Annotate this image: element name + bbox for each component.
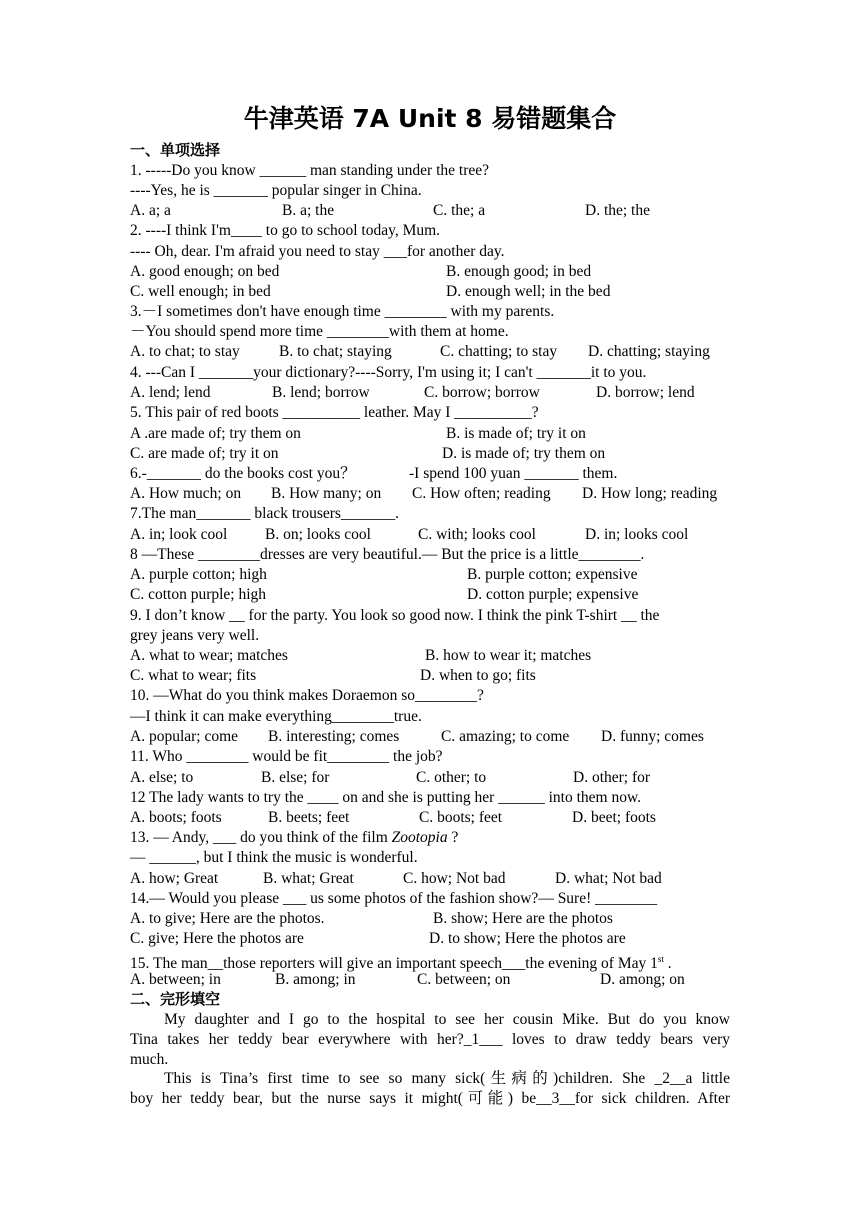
option-b: B. what; Great xyxy=(263,870,354,887)
option-c: C. amazing; to come xyxy=(441,728,570,745)
option-b: B. a; the xyxy=(282,202,335,219)
question-7-options xyxy=(130,525,730,545)
question-12-line-1: 12 The lady wants to try the ____ on and she is putting her ______ into them now. xyxy=(130,789,642,806)
question-6-part-1: 6.-_______ do the books cost you？ xyxy=(130,465,356,482)
option-c: C. the; a xyxy=(433,202,486,219)
option-a: A. how; Great xyxy=(130,870,219,887)
option-c: C. boots; feet xyxy=(419,809,503,826)
film-title: Zootopia xyxy=(391,829,448,846)
paragraph-1-line-2: Tina takes her teddy bear everywhere with her?_1___ loves to draw teddy bears very xyxy=(130,1031,730,1048)
question-8-options-row-1 xyxy=(130,565,730,585)
question-2-line-2: ---- Oh, dear. I'm afraid you need to stay ___for another day. xyxy=(130,243,505,260)
option-c: C. what to wear; fits xyxy=(130,667,257,684)
section-heading-cloze: 二、完形填空 xyxy=(130,990,221,1008)
option-b: B. is made of; try it on xyxy=(446,425,586,442)
question-9-line-2: grey jeans very well. xyxy=(130,627,260,644)
question-6-options xyxy=(130,484,730,504)
option-b: B. purple cotton; expensive xyxy=(467,566,638,583)
question-1-line-2: ----Yes, he is _______ popular singer in China. xyxy=(130,182,422,199)
question-13-end: ? xyxy=(447,829,459,846)
option-c: C. how; Not bad xyxy=(403,870,506,887)
question-4-line-1: 4. ---Can I _______your dictionary?----Sorry, I'm using it; I can't _______it to you. xyxy=(130,364,647,381)
option-d: D. what; Not bad xyxy=(555,870,662,887)
section-heading-multiple-choice: 一、单项选择 xyxy=(130,141,221,159)
option-b: B. interesting; comes xyxy=(268,728,400,745)
option-b: B. else; for xyxy=(261,769,330,786)
question-2-options-row-2 xyxy=(130,282,730,302)
option-c: C. borrow; borrow xyxy=(424,384,540,401)
question-14-options-row-1 xyxy=(130,909,730,929)
option-b: B. How many; on xyxy=(271,485,382,502)
option-a: A. popular; come xyxy=(130,728,239,745)
option-d: D. borrow; lend xyxy=(596,384,695,401)
option-a: A. between; in xyxy=(130,971,221,988)
option-d: D. funny; comes xyxy=(601,728,704,745)
question-5-options-row-1 xyxy=(130,424,730,444)
question-15-text: 15. The man__those reporters will give an important speech___the evening of May 1 xyxy=(130,955,658,973)
option-a: A. a; a xyxy=(130,202,171,219)
option-d: D. enough well; in the bed xyxy=(446,283,611,300)
option-a: A. in; look cool xyxy=(130,526,228,543)
option-c: C. give; Here the photos are xyxy=(130,930,304,947)
page-title: 牛津英语 7A Unit 8 易错题集合 xyxy=(243,104,617,133)
option-a: A. lend; lend xyxy=(130,384,211,401)
question-3-line-2: －You should spend more time ________with them at home. xyxy=(130,323,509,340)
question-13-options xyxy=(130,869,730,889)
option-b: B. lend; borrow xyxy=(272,384,370,401)
paragraph-2-line-1: This is Tina’s first time to see so many sick(生病的)children. She _2__a little xyxy=(164,1070,730,1087)
question-9-line-1: 9. I don’t know __ for the party. You look so good now. I think the pink T-shirt __ the xyxy=(130,607,660,624)
question-4-options xyxy=(130,383,730,403)
option-a: A. good enough; on bed xyxy=(130,263,280,280)
option-a: A .are made of; try them on xyxy=(130,425,301,442)
question-14-line-1: 14.— Would you please ___ us some photos of the fashion show?— Sure! ________ xyxy=(130,890,658,907)
option-b: B. among; in xyxy=(275,971,356,988)
paragraph-1-line-1: My daughter and I go to the hospital to see her cousin Mike. But do you know xyxy=(164,1011,730,1028)
question-3-line-1: 3.－I sometimes don't have enough time ________ with my parents. xyxy=(130,303,555,320)
option-b: B. show; Here are the photos xyxy=(433,910,613,927)
question-1-line-1: 1. -----Do you know ______ man standing under the tree? xyxy=(130,162,489,179)
option-c: C. How often; reading xyxy=(412,485,551,502)
question-6-part-2: -I spend 100 yuan _______ them. xyxy=(409,465,618,482)
option-d: D. in; looks cool xyxy=(585,526,689,543)
question-9-options-row-2 xyxy=(130,666,730,686)
question-15-options xyxy=(130,970,730,990)
question-11-options xyxy=(130,768,730,788)
option-c: C. well enough; in bed xyxy=(130,283,271,300)
ordinal-suffix: st xyxy=(657,954,664,964)
question-13-line-2: — ______, but I think the music is wonderful. xyxy=(130,849,418,866)
question-13-text: 13. — Andy, ___ do you think of the film xyxy=(130,829,388,846)
option-d: D. chatting; staying xyxy=(588,343,710,360)
question-2-options-row-1 xyxy=(130,262,730,282)
question-8-options-row-2 xyxy=(130,585,730,605)
option-c: C. chatting; to stay xyxy=(440,343,558,360)
question-10-options xyxy=(130,727,730,747)
option-c: C. other; to xyxy=(416,769,487,786)
question-8-line-1: 8 —These ________dresses are very beautiful.— But the price is a little________. xyxy=(130,546,645,563)
option-a: A. what to wear; matches xyxy=(130,647,288,664)
option-a: A. How much; on xyxy=(130,485,242,502)
question-9-options-row-1 xyxy=(130,646,730,666)
option-d: D. the; the xyxy=(585,202,650,219)
option-d: D. among; on xyxy=(600,971,685,988)
question-10-line-2: —I think it can make everything________true. xyxy=(130,708,422,725)
option-c: C. are made of; try it on xyxy=(130,445,279,462)
question-6-line-1 xyxy=(130,464,730,484)
option-b: B. on; looks cool xyxy=(265,526,371,543)
option-d: D. other; for xyxy=(573,769,651,786)
option-a: A. to chat; to stay xyxy=(130,343,240,360)
option-b: B. how to wear it; matches xyxy=(425,647,592,664)
option-d: D. beet; foots xyxy=(572,809,656,826)
question-10-line-1: 10. —What do you think makes Doraemon so________? xyxy=(130,687,484,704)
option-c: C. cotton purple; high xyxy=(130,586,267,603)
option-d: D. when to go; fits xyxy=(420,667,536,684)
question-11-line-1: 11. Who ________ would be fit________ the job? xyxy=(130,748,443,765)
option-a: A. to give; Here are the photos. xyxy=(130,910,325,927)
option-c: C. between; on xyxy=(417,971,511,988)
question-12-options xyxy=(130,808,730,828)
question-13-line-1 xyxy=(130,828,730,848)
paragraph-2-line-2: boy her teddy bear, but the nurse says it might(可能) be__3__for sick children. After xyxy=(130,1090,730,1107)
question-3-options xyxy=(130,342,730,362)
option-d: D. is made of; try them on xyxy=(442,445,606,462)
option-b: B. beets; feet xyxy=(268,809,350,826)
option-a: A. boots; foots xyxy=(130,809,222,826)
option-b: B. to chat; staying xyxy=(279,343,392,360)
option-a: A. else; to xyxy=(130,769,194,786)
option-d: D. How long; reading xyxy=(582,485,718,502)
question-5-options-row-2 xyxy=(130,444,730,464)
question-1-options xyxy=(130,201,730,221)
question-14-options-row-2 xyxy=(130,929,730,949)
option-a: A. purple cotton; high xyxy=(130,566,267,583)
option-d: D. cotton purple; expensive xyxy=(467,586,639,603)
paragraph-1-line-3: much. xyxy=(130,1051,169,1068)
option-b: B. enough good; in bed xyxy=(446,263,592,280)
option-c: C. with; looks cool xyxy=(418,526,536,543)
option-d: D. to show; Here the photos are xyxy=(429,930,626,947)
question-2-line-1: 2. ----I think I'm____ to go to school today, Mum. xyxy=(130,222,441,239)
question-5-line-1: 5. This pair of red boots __________ leather. May I __________? xyxy=(130,404,539,421)
question-7-line-1: 7.The man_______ black trousers_______. xyxy=(130,505,400,522)
question-15-end: . xyxy=(663,955,672,973)
